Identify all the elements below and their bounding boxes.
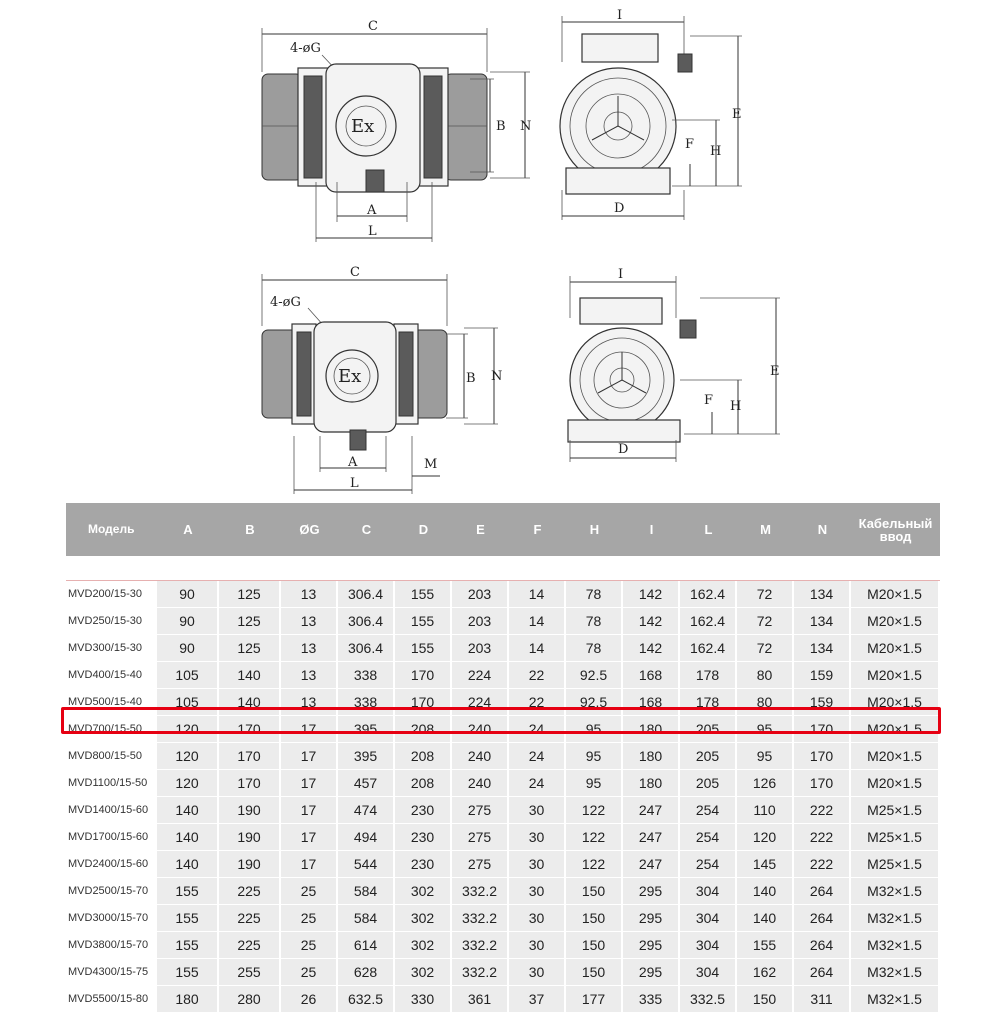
value-cell: 17 xyxy=(281,716,338,743)
dim-label-f2: F xyxy=(704,393,714,408)
table-row xyxy=(66,689,940,716)
value-cell: 247 xyxy=(623,824,680,851)
header-e: E xyxy=(452,503,509,556)
value-cell: 150 xyxy=(566,932,623,959)
dim-label-a2: A xyxy=(348,455,358,470)
table-header-row xyxy=(66,503,940,556)
value-cell: 332.5 xyxy=(680,986,737,1013)
side-view-bottom xyxy=(568,267,780,462)
value-cell: 13 xyxy=(281,689,338,716)
value-cell: 13 xyxy=(281,662,338,689)
value-cell: 203 xyxy=(452,581,509,608)
value-cell: 72 xyxy=(737,608,794,635)
value-cell: M32×1.5 xyxy=(851,959,940,986)
model-cell: MVD200/15-30 xyxy=(66,581,157,608)
value-cell: 222 xyxy=(794,851,851,878)
value-cell: 264 xyxy=(794,932,851,959)
value-cell: 302 xyxy=(395,905,452,932)
value-cell: 170 xyxy=(219,770,281,797)
value-cell: M20×1.5 xyxy=(851,770,940,797)
model-cell: MVD2500/15-70 xyxy=(66,878,157,905)
value-cell: 122 xyxy=(566,797,623,824)
header-model: Модель xyxy=(66,503,157,556)
value-cell: 30 xyxy=(509,959,566,986)
value-cell: 155 xyxy=(395,608,452,635)
value-cell: 126 xyxy=(737,770,794,797)
value-cell: 306.4 xyxy=(338,581,395,608)
header-d: D xyxy=(395,503,452,556)
table-row xyxy=(66,608,940,635)
value-cell: 95 xyxy=(566,770,623,797)
value-cell: 162.4 xyxy=(680,635,737,662)
value-cell: 330 xyxy=(395,986,452,1013)
value-cell: 178 xyxy=(680,689,737,716)
dim-label-e2: E xyxy=(770,364,780,379)
value-cell: 306.4 xyxy=(338,608,395,635)
model-cell: MVD3000/15-70 xyxy=(66,905,157,932)
value-cell: 222 xyxy=(794,797,851,824)
value-cell: 92.5 xyxy=(566,662,623,689)
value-cell: M32×1.5 xyxy=(851,878,940,905)
value-cell: 90 xyxy=(157,581,219,608)
dim-label-d: D xyxy=(614,201,625,216)
value-cell: 170 xyxy=(219,716,281,743)
table-row xyxy=(66,797,940,824)
model-cell: MVD3800/15-70 xyxy=(66,932,157,959)
value-cell: 332.2 xyxy=(452,905,509,932)
value-cell: 95 xyxy=(737,716,794,743)
value-cell: 224 xyxy=(452,662,509,689)
value-cell: 110 xyxy=(737,797,794,824)
value-cell: 159 xyxy=(794,662,851,689)
value-cell: 155 xyxy=(157,959,219,986)
value-cell: 155 xyxy=(737,932,794,959)
value-cell: 332.2 xyxy=(452,932,509,959)
dim-label-b: B xyxy=(496,119,506,134)
value-cell: 208 xyxy=(395,770,452,797)
table-row xyxy=(66,581,940,608)
value-cell: M20×1.5 xyxy=(851,743,940,770)
header-i: I xyxy=(623,503,680,556)
value-cell: 25 xyxy=(281,905,338,932)
value-cell: 302 xyxy=(395,932,452,959)
dim-label-d2: D xyxy=(618,442,629,457)
table-row xyxy=(66,770,940,797)
value-cell: 13 xyxy=(281,581,338,608)
value-cell: M32×1.5 xyxy=(851,932,940,959)
value-cell: 155 xyxy=(395,581,452,608)
table-row xyxy=(66,824,940,851)
value-cell: 225 xyxy=(219,878,281,905)
value-cell: 22 xyxy=(509,689,566,716)
dim-label-c: C xyxy=(368,19,378,34)
value-cell: 140 xyxy=(157,797,219,824)
header-cable-line2: ввод xyxy=(879,528,912,544)
value-cell: M20×1.5 xyxy=(851,662,940,689)
dim-label-b2: B xyxy=(466,371,476,386)
value-cell: 78 xyxy=(566,608,623,635)
value-cell: 584 xyxy=(338,905,395,932)
header-g: ØG xyxy=(281,503,338,556)
value-cell: 170 xyxy=(794,743,851,770)
front-view-bottom xyxy=(262,265,502,494)
value-cell: 304 xyxy=(680,878,737,905)
value-cell: 275 xyxy=(452,851,509,878)
dim-label-i2: I xyxy=(618,267,624,282)
value-cell: 134 xyxy=(794,608,851,635)
value-cell: 225 xyxy=(219,932,281,959)
value-cell: 177 xyxy=(566,986,623,1013)
value-cell: 208 xyxy=(395,743,452,770)
model-cell: MVD800/15-50 xyxy=(66,743,157,770)
value-cell: 142 xyxy=(623,581,680,608)
value-cell: 17 xyxy=(281,797,338,824)
value-cell: 24 xyxy=(509,716,566,743)
value-cell: 254 xyxy=(680,797,737,824)
value-cell: 306.4 xyxy=(338,635,395,662)
value-cell: 30 xyxy=(509,932,566,959)
value-cell: 134 xyxy=(794,635,851,662)
value-cell: 17 xyxy=(281,770,338,797)
value-cell: 275 xyxy=(452,797,509,824)
value-cell: 30 xyxy=(509,905,566,932)
value-cell: 14 xyxy=(509,581,566,608)
model-cell: MVD1400/15-60 xyxy=(66,797,157,824)
value-cell: 584 xyxy=(338,878,395,905)
value-cell: 255 xyxy=(219,959,281,986)
value-cell: 140 xyxy=(157,824,219,851)
value-cell: 24 xyxy=(509,770,566,797)
value-cell: 122 xyxy=(566,824,623,851)
value-cell: 142 xyxy=(623,608,680,635)
value-cell: 78 xyxy=(566,635,623,662)
value-cell: 203 xyxy=(452,608,509,635)
value-cell: 162.4 xyxy=(680,581,737,608)
model-cell: MVD1100/15-50 xyxy=(66,770,157,797)
dim-label-h: H xyxy=(710,144,722,159)
header-h: H xyxy=(566,503,623,556)
value-cell: 240 xyxy=(452,716,509,743)
value-cell: 180 xyxy=(623,743,680,770)
value-cell: 180 xyxy=(623,716,680,743)
value-cell: 302 xyxy=(395,959,452,986)
value-cell: 105 xyxy=(157,662,219,689)
value-cell: 72 xyxy=(737,581,794,608)
value-cell: M20×1.5 xyxy=(851,581,940,608)
value-cell: 338 xyxy=(338,689,395,716)
dim-label-n2: N xyxy=(491,369,503,384)
dim-label-i: I xyxy=(617,8,623,23)
dim-label-h2: H xyxy=(730,399,742,414)
dim-label-e: E xyxy=(732,107,742,122)
value-cell: 304 xyxy=(680,905,737,932)
value-cell: 78 xyxy=(566,581,623,608)
value-cell: M25×1.5 xyxy=(851,851,940,878)
value-cell: 247 xyxy=(623,851,680,878)
value-cell: 13 xyxy=(281,635,338,662)
value-cell: M20×1.5 xyxy=(851,716,940,743)
value-cell: 170 xyxy=(794,770,851,797)
value-cell: 295 xyxy=(623,878,680,905)
value-cell: 205 xyxy=(680,716,737,743)
value-cell: 240 xyxy=(452,770,509,797)
value-cell: 95 xyxy=(566,716,623,743)
value-cell: 150 xyxy=(566,878,623,905)
dim-label-l: L xyxy=(368,224,377,239)
value-cell: 120 xyxy=(157,716,219,743)
value-cell: 134 xyxy=(794,581,851,608)
model-cell: MVD2400/15-60 xyxy=(66,851,157,878)
value-cell: 395 xyxy=(338,743,395,770)
value-cell: 140 xyxy=(737,878,794,905)
header-cable-line1: Кабельный xyxy=(858,515,933,531)
value-cell: 155 xyxy=(157,932,219,959)
table-body xyxy=(66,556,940,1013)
value-cell: 95 xyxy=(737,743,794,770)
value-cell: 25 xyxy=(281,932,338,959)
value-cell: 190 xyxy=(219,851,281,878)
value-cell: 170 xyxy=(395,689,452,716)
value-cell: 17 xyxy=(281,743,338,770)
value-cell: 162 xyxy=(737,959,794,986)
table-row xyxy=(66,635,940,662)
value-cell: 120 xyxy=(157,770,219,797)
header-a: A xyxy=(157,503,219,556)
value-cell: 295 xyxy=(623,905,680,932)
table-row xyxy=(66,716,940,743)
value-cell: 264 xyxy=(794,959,851,986)
value-cell: 30 xyxy=(509,878,566,905)
dim-label-n: N xyxy=(520,119,532,134)
value-cell: 302 xyxy=(395,878,452,905)
dim-label-a: A xyxy=(367,203,377,218)
value-cell: 140 xyxy=(219,689,281,716)
header-f: F xyxy=(509,503,566,556)
table-row xyxy=(66,932,940,959)
ex-emblem-2: Ex xyxy=(338,366,362,387)
value-cell: 170 xyxy=(395,662,452,689)
value-cell: 22 xyxy=(509,662,566,689)
front-view-top xyxy=(262,19,531,242)
value-cell: 180 xyxy=(157,986,219,1013)
value-cell: 254 xyxy=(680,824,737,851)
value-cell: 105 xyxy=(157,689,219,716)
table-row xyxy=(66,959,940,986)
value-cell: 332.2 xyxy=(452,878,509,905)
value-cell: 150 xyxy=(737,986,794,1013)
value-cell: 140 xyxy=(157,851,219,878)
model-cell: MVD400/15-40 xyxy=(66,662,157,689)
value-cell: 26 xyxy=(281,986,338,1013)
value-cell: 30 xyxy=(509,824,566,851)
value-cell: 155 xyxy=(395,635,452,662)
value-cell: 230 xyxy=(395,797,452,824)
header-n: N xyxy=(794,503,851,556)
value-cell: M32×1.5 xyxy=(851,905,940,932)
dim-label-g: 4-øG xyxy=(290,41,321,56)
value-cell: 122 xyxy=(566,851,623,878)
value-cell: 614 xyxy=(338,932,395,959)
value-cell: 240 xyxy=(452,743,509,770)
value-cell: 37 xyxy=(509,986,566,1013)
value-cell: 80 xyxy=(737,662,794,689)
dim-label-l2: L xyxy=(350,476,359,491)
value-cell: 168 xyxy=(623,689,680,716)
value-cell: 544 xyxy=(338,851,395,878)
table-row xyxy=(66,878,940,905)
value-cell: 203 xyxy=(452,635,509,662)
side-view-top xyxy=(560,8,742,220)
value-cell: 224 xyxy=(452,689,509,716)
value-cell: 13 xyxy=(281,608,338,635)
value-cell: 125 xyxy=(219,635,281,662)
value-cell: 168 xyxy=(623,662,680,689)
value-cell: 170 xyxy=(794,716,851,743)
value-cell: 72 xyxy=(737,635,794,662)
value-cell: 145 xyxy=(737,851,794,878)
value-cell: 230 xyxy=(395,824,452,851)
value-cell: 150 xyxy=(566,905,623,932)
model-cell: MVD5500/15-80 xyxy=(66,986,157,1013)
model-cell: MVD300/15-30 xyxy=(66,635,157,662)
value-cell: 155 xyxy=(157,878,219,905)
value-cell: 162.4 xyxy=(680,608,737,635)
header-b: B xyxy=(219,503,281,556)
value-cell: 304 xyxy=(680,959,737,986)
value-cell: 280 xyxy=(219,986,281,1013)
value-cell: 311 xyxy=(794,986,851,1013)
value-cell: 225 xyxy=(219,905,281,932)
value-cell: 295 xyxy=(623,959,680,986)
value-cell: 170 xyxy=(219,743,281,770)
value-cell: 25 xyxy=(281,878,338,905)
value-cell: 140 xyxy=(737,905,794,932)
model-cell: MVD700/15-50 xyxy=(66,716,157,743)
value-cell: 92.5 xyxy=(566,689,623,716)
value-cell: 295 xyxy=(623,932,680,959)
value-cell: 150 xyxy=(566,959,623,986)
value-cell: 190 xyxy=(219,824,281,851)
value-cell: M20×1.5 xyxy=(851,608,940,635)
value-cell: 205 xyxy=(680,770,737,797)
value-cell: 304 xyxy=(680,932,737,959)
value-cell: 474 xyxy=(338,797,395,824)
model-cell: MVD250/15-30 xyxy=(66,608,157,635)
value-cell: 395 xyxy=(338,716,395,743)
value-cell: 264 xyxy=(794,905,851,932)
value-cell: M25×1.5 xyxy=(851,797,940,824)
value-cell: 230 xyxy=(395,851,452,878)
header-c: C xyxy=(338,503,395,556)
value-cell: 159 xyxy=(794,689,851,716)
technical-drawing xyxy=(0,0,1000,500)
value-cell: 125 xyxy=(219,608,281,635)
value-cell: 332.2 xyxy=(452,959,509,986)
value-cell: 95 xyxy=(566,743,623,770)
header-m: M xyxy=(737,503,794,556)
value-cell: 14 xyxy=(509,635,566,662)
value-cell: 338 xyxy=(338,662,395,689)
value-cell: 14 xyxy=(509,608,566,635)
value-cell: 208 xyxy=(395,716,452,743)
value-cell: 205 xyxy=(680,743,737,770)
value-cell: 494 xyxy=(338,824,395,851)
value-cell: 247 xyxy=(623,797,680,824)
value-cell: 17 xyxy=(281,851,338,878)
dim-label-c2: C xyxy=(350,265,360,280)
header-cable-entry xyxy=(851,503,940,556)
value-cell: 155 xyxy=(157,905,219,932)
value-cell: 222 xyxy=(794,824,851,851)
value-cell: 457 xyxy=(338,770,395,797)
model-cell: MVD4300/15-75 xyxy=(66,959,157,986)
value-cell: 140 xyxy=(219,662,281,689)
value-cell: 190 xyxy=(219,797,281,824)
value-cell: M20×1.5 xyxy=(851,689,940,716)
value-cell: 361 xyxy=(452,986,509,1013)
value-cell: 264 xyxy=(794,878,851,905)
value-cell: 254 xyxy=(680,851,737,878)
ex-emblem: Ex xyxy=(351,116,375,137)
value-cell: 178 xyxy=(680,662,737,689)
dim-label-f: F xyxy=(685,137,695,152)
value-cell: M32×1.5 xyxy=(851,986,940,1013)
value-cell: 25 xyxy=(281,959,338,986)
value-cell: M25×1.5 xyxy=(851,824,940,851)
table-row xyxy=(66,905,940,932)
value-cell: 30 xyxy=(509,851,566,878)
table-row xyxy=(66,851,940,878)
header-l: L xyxy=(680,503,737,556)
dim-label-g2: 4-øG xyxy=(270,295,301,310)
model-cell: MVD500/15-40 xyxy=(66,689,157,716)
value-cell: 80 xyxy=(737,689,794,716)
value-cell: 17 xyxy=(281,824,338,851)
value-cell: 335 xyxy=(623,986,680,1013)
value-cell: 24 xyxy=(509,743,566,770)
spec-table xyxy=(66,503,940,1013)
table-row xyxy=(66,662,940,689)
value-cell: 632.5 xyxy=(338,986,395,1013)
table-spacer xyxy=(66,556,940,581)
value-cell: M20×1.5 xyxy=(851,635,940,662)
value-cell: 120 xyxy=(737,824,794,851)
value-cell: 90 xyxy=(157,608,219,635)
value-cell: 180 xyxy=(623,770,680,797)
value-cell: 120 xyxy=(157,743,219,770)
value-cell: 142 xyxy=(623,635,680,662)
model-cell: MVD1700/15-60 xyxy=(66,824,157,851)
value-cell: 90 xyxy=(157,635,219,662)
value-cell: 628 xyxy=(338,959,395,986)
table-row xyxy=(66,743,940,770)
value-cell: 125 xyxy=(219,581,281,608)
value-cell: 30 xyxy=(509,797,566,824)
value-cell: 275 xyxy=(452,824,509,851)
dim-label-m: M xyxy=(424,457,438,472)
